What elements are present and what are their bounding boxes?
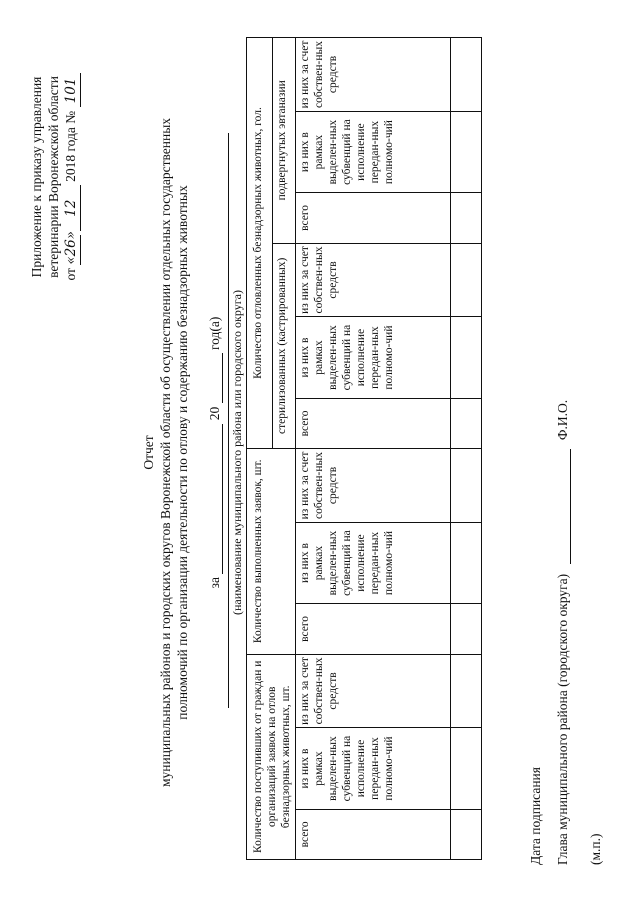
col-subsidy: из них в рамках выделен-ных субвенций на исполнение передан-ных полномо-чий [296, 317, 451, 398]
approval-order-number: 101 [63, 73, 81, 107]
col-total: всего [296, 809, 451, 859]
data-cell [451, 809, 482, 859]
report-title-block [140, 0, 191, 905]
data-cell [451, 654, 482, 728]
approval-day: «26» [63, 230, 79, 265]
report-period [207, 0, 223, 905]
head-label: Глава муниципального района (городского округа) [555, 573, 570, 865]
data-cell [451, 317, 482, 398]
stamp-place: (м.п.) [588, 833, 603, 865]
col-total: всего [296, 398, 451, 448]
header-row-1 [247, 38, 273, 860]
col-own-funds: из них за счет собствен-ных средств [296, 38, 451, 112]
header-incoming-requests: Количество поступивших от граждан и организаций заявок на отлов безнадзорных животных, шт. [247, 654, 296, 859]
head-signature-line [555, 400, 571, 865]
period-suffix: год(а) [207, 316, 222, 351]
header-sterilized: стерилизованных (кастрированных) [272, 243, 295, 448]
report-heading: Отчет [141, 435, 156, 470]
report-title-line-1: муниципальных районов и городских округов Воронежской области об осуществлении отдельных государственных [158, 117, 173, 788]
approval-line-1: Приложение к приказу управления [29, 76, 44, 278]
approval-line-2: ветеринарии Воронежской области [46, 76, 61, 278]
col-total: всего [296, 193, 451, 243]
data-cell [451, 38, 482, 112]
fio-label: Ф.И.О. [555, 399, 570, 441]
period-year: 20 [207, 406, 222, 421]
data-cell [451, 111, 482, 192]
header-completed-requests: Количество выполненных заявок, шт. [247, 449, 296, 655]
data-cell [451, 398, 482, 448]
data-cell [451, 449, 482, 523]
data-cell [451, 604, 482, 654]
municipality-caption: (наименование муниципального района или городского округа) [230, 290, 244, 615]
col-subsidy: из них в рамках выделен-ных субвенций на исполнение передан-ных полномо-чий [296, 522, 451, 603]
approval-from: от [63, 268, 78, 281]
col-own-funds: из них за счет собствен-ных средств [296, 654, 451, 728]
col-subsidy: из них в рамках выделен-ных субвенций на исполнение передан-ных полномо-чий [296, 111, 451, 192]
signing-date: Дата подписания [528, 767, 543, 865]
header-captured-animals: Количество отловленных безнадзорных животных, гол. [247, 38, 273, 449]
period-blank-1 [208, 424, 223, 574]
col-own-funds: из них за счет собствен-ных средств [296, 449, 451, 523]
data-row-empty [451, 38, 482, 860]
approval-month: 12 [63, 185, 81, 231]
header-row-3 [296, 38, 451, 860]
data-cell [451, 193, 482, 243]
data-cell [451, 522, 482, 603]
header-euthanized: подвергнутых эвтаназии [272, 38, 295, 244]
report-title-line-2: полномочий по организации деятельности по отлову и содержанию безнадзорных животных [175, 185, 190, 720]
col-subsidy: из них в рамках выделен-ных субвенций на исполнение передан-ных полномо-чий [296, 728, 451, 809]
signature-blank [558, 449, 571, 564]
col-total: всего [296, 604, 451, 654]
period-prefix: за [207, 577, 222, 589]
data-cell [451, 728, 482, 809]
data-cell [451, 243, 482, 317]
municipality-line [228, 133, 229, 708]
report-table [246, 37, 482, 860]
approval-date-line [62, 17, 81, 337]
approval-year-text: 2018 года № [63, 110, 78, 182]
period-blank-2 [208, 353, 223, 403]
col-own-funds: из них за счет собствен-ных средств [296, 243, 451, 317]
approval-block [28, 17, 81, 337]
